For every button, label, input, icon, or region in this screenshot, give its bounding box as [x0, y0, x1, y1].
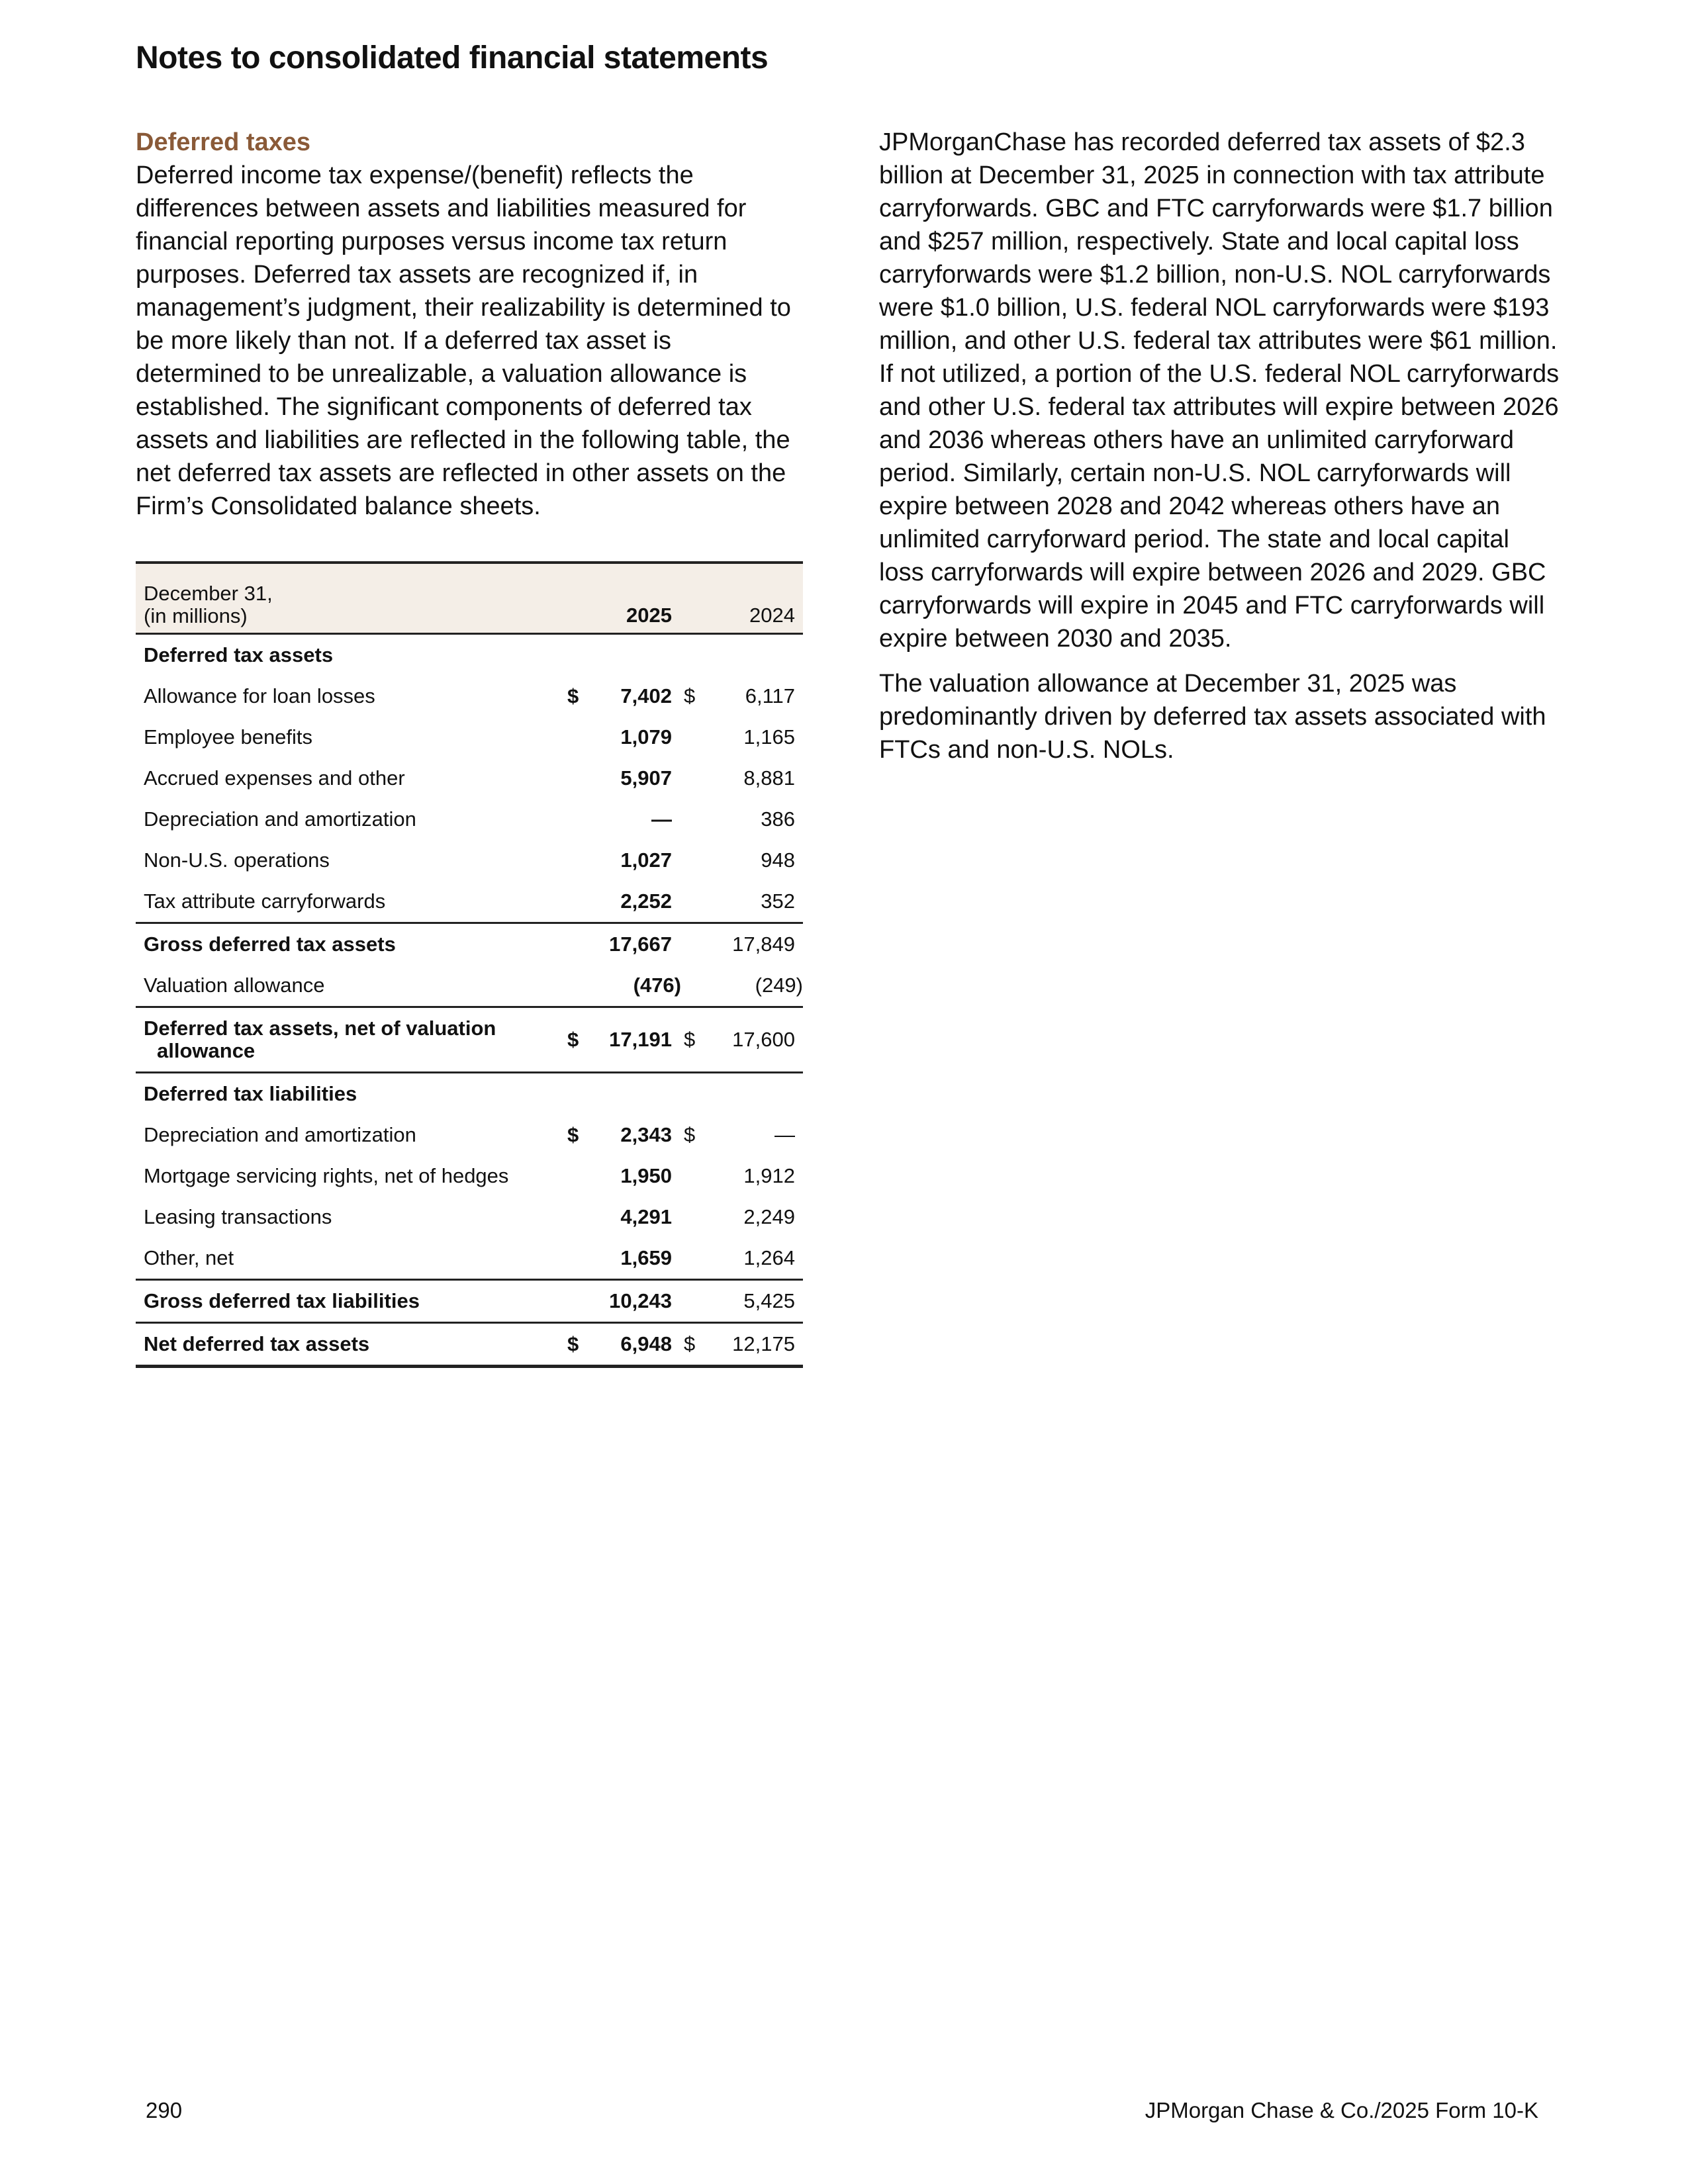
currency-symbol: $ — [684, 684, 696, 707]
value-2025: (476) — [587, 965, 681, 1007]
currency-symbol: $ — [681, 1323, 704, 1367]
value-2024: 1,912 — [743, 1164, 795, 1187]
section-heading: Deferred taxes — [136, 128, 311, 156]
row-label — [136, 1007, 567, 1073]
table-header-label — [136, 563, 567, 634]
section-row-liabilities — [136, 1073, 803, 1115]
left-column — [136, 126, 803, 523]
row-label: Employee benefits — [144, 725, 313, 749]
row-label: Other, net — [136, 1238, 567, 1280]
currency-symbol: $ — [681, 1007, 704, 1073]
value-2025: 1,950 — [620, 1164, 672, 1187]
value-2025: — — [651, 807, 672, 831]
table-row — [136, 881, 803, 923]
footer-source: JPMorgan Chase & Co./2025 Form 10-K — [1145, 2098, 1538, 2122]
value-2024: 17,600 — [704, 1007, 803, 1073]
intro-paragraph: Deferred income tax expense/(benefit) reflects the differences between assets and liabilities measured for financial reporting purposes versus income tax return purposes. Deferred tax assets are recognized if, in management’s judgment, their realizability is determined to be more likely than not. If a deferred tax asset is determined to be unrealizable, a valuation allowance is established. The significant components of deferred tax assets and liabilities are reflected in the following table, the net deferred tax assets are reflected in other assets on the Firm’s Consolidated balance sheets. — [136, 161, 791, 520]
table-row — [136, 717, 803, 758]
page-number: 290 — [146, 2098, 183, 2122]
value-2024: 948 — [761, 848, 795, 872]
value-2024: 2,249 — [743, 1205, 795, 1228]
row-label: Net deferred tax assets — [136, 1323, 567, 1367]
header-date-label: December 31, — [144, 582, 273, 605]
value-2024: 6,117 — [745, 684, 795, 707]
table-row — [136, 1115, 803, 1156]
row-label: Non-U.S. operations — [144, 848, 330, 872]
row-label: Depreciation and amortization — [144, 807, 416, 831]
value-2024: 1,165 — [743, 725, 795, 749]
row-label: Gross deferred tax assets — [144, 933, 396, 956]
value-2024: 12,175 — [704, 1323, 803, 1367]
currency-symbol: $ — [567, 1123, 579, 1146]
value-2025: 1,027 — [620, 848, 672, 872]
currency-symbol: $ — [684, 1123, 696, 1146]
table-row — [136, 1197, 803, 1238]
table-row — [136, 1156, 803, 1197]
subtotal-row — [136, 1007, 803, 1073]
valuation-allowance-paragraph: The valuation allowance at December 31, 2025 was predominantly driven by deferred tax assets associated with FTCs and non-U.S. NOLs. — [879, 670, 1546, 764]
column-header-2024: 2024 — [704, 563, 803, 634]
value-2025: 17,667 — [609, 933, 672, 956]
total-row — [136, 1323, 803, 1367]
deferred-tax-table — [136, 561, 803, 1368]
row-label: Mortgage servicing rights, net of hedges — [144, 1164, 509, 1187]
table-row — [136, 840, 803, 881]
value-2024: (249) — [704, 965, 803, 1007]
section-label: Deferred tax assets — [144, 643, 334, 666]
value-2024: 5,425 — [704, 1280, 803, 1323]
currency-symbol: $ — [567, 1323, 587, 1367]
row-label-line: Deferred tax assets, net of valuation — [144, 1017, 496, 1040]
row-label: Allowance for loan losses — [144, 684, 375, 707]
value-2025: 7,402 — [620, 684, 672, 707]
value-2025: 5,907 — [620, 766, 672, 790]
table-header-row — [136, 563, 803, 634]
row-label: Accrued expenses and other — [144, 766, 405, 790]
column-header-2025: 2025 — [587, 563, 681, 634]
table-row — [136, 676, 803, 717]
carryforwards-paragraph: JPMorganChase has recorded deferred tax assets of $2.3 billion at December 31, 2025 in connection with tax attribute carryforwards. GBC and FTC carryforwards were $1.7 billion and $257 million, respectively. State and local capital loss carryforwards were $1.2 billion, non-U.S. NOL carryforwards were $1.0 billion, U.S. federal NOL carryforwards were $193 million, and other U.S. federal tax attributes were $61 million. If not utilized, a portion of the U.S. federal NOL carryforwards and other U.S. federal tax attributes will expire between 2026 and 2036 whereas others have an unlimited carryforward period. Similarly, certain non-U.S. NOL carryforwards will expire between 2028 and 2042 whereas others have an unlimited carryforward period. The state and local capital loss carryforwards will expire between 2026 and 2029. GBC carryforwards will expire in 2045 and FTC carryforwards will expire between 2030 and 2035. — [879, 128, 1560, 653]
value-2025: 2,343 — [620, 1123, 672, 1146]
value-2024: 8,881 — [743, 766, 795, 790]
value-2024: — — [774, 1123, 795, 1146]
value-2025: 1,079 — [620, 725, 672, 749]
section-row-assets — [136, 634, 803, 676]
section-label: Deferred tax liabilities — [144, 1082, 357, 1105]
value-2025: 17,191 — [587, 1007, 681, 1073]
value-2024: 386 — [761, 807, 795, 831]
value-2025: 10,243 — [587, 1280, 681, 1323]
value-2025: 6,948 — [587, 1323, 681, 1367]
row-label: Valuation allowance — [136, 965, 567, 1007]
subtotal-row — [136, 1280, 803, 1323]
header-units-label: (in millions) — [144, 604, 248, 627]
value-2025: 2,252 — [587, 881, 681, 923]
value-2025: 4,291 — [620, 1205, 672, 1228]
table-row — [136, 1238, 803, 1280]
page-title: Notes to consolidated financial statements — [136, 40, 769, 75]
row-label: Tax attribute carryforwards — [136, 881, 567, 923]
value-2024: 1,264 — [704, 1238, 803, 1280]
row-label: Depreciation and amortization — [144, 1123, 416, 1146]
currency-symbol: $ — [567, 684, 579, 707]
table-row — [136, 758, 803, 799]
row-label-line: allowance — [157, 1039, 256, 1062]
currency-symbol: $ — [567, 1007, 587, 1073]
row-label: Leasing transactions — [144, 1205, 332, 1228]
table-row — [136, 799, 803, 840]
value-2024: 17,849 — [732, 933, 795, 956]
value-2024: 352 — [704, 881, 803, 923]
table-row — [136, 965, 803, 1007]
right-column — [879, 126, 1561, 766]
row-label: Gross deferred tax liabilities — [136, 1280, 567, 1323]
value-2025: 1,659 — [587, 1238, 681, 1280]
subtotal-row — [136, 923, 803, 966]
